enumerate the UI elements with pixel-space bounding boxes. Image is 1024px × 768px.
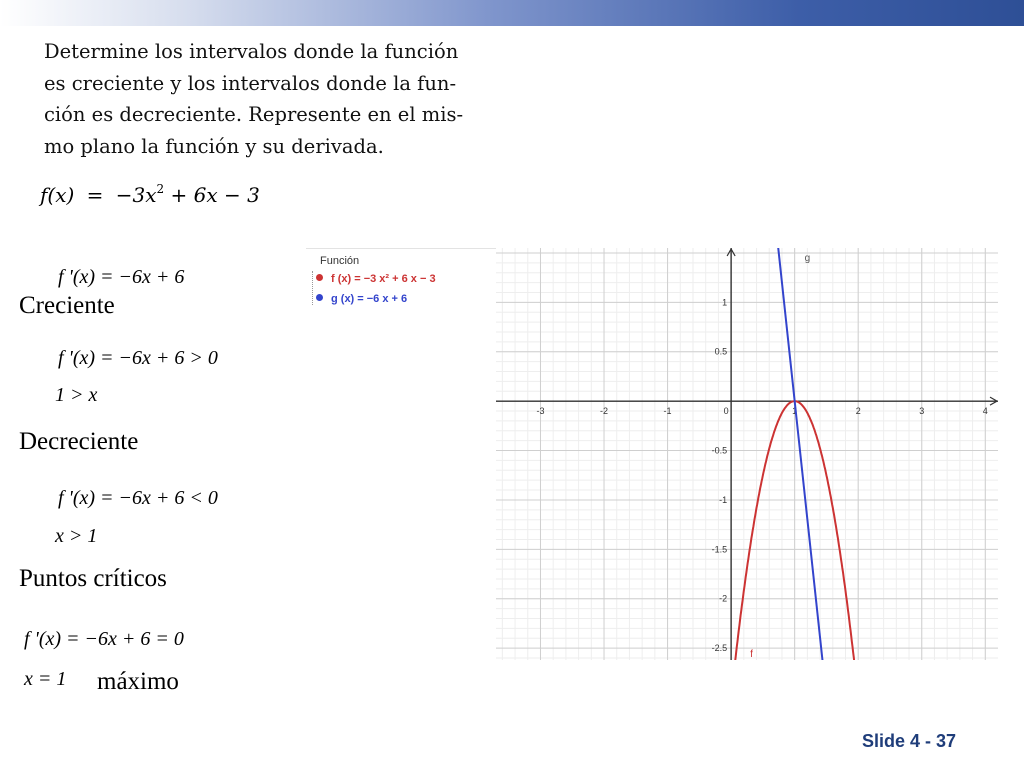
function-rest: + 6x − 3	[164, 183, 260, 207]
legend-item-f[interactable]	[316, 273, 436, 285]
legend-title: Función	[320, 255, 360, 267]
problem-line: mo plano la función y su derivada.	[44, 134, 384, 158]
problem-line: es creciente y los intervalos donde la fun-	[44, 71, 457, 95]
puntos-criticos-heading: Puntos críticos	[19, 565, 167, 592]
function-lhs: f(x)	[40, 183, 75, 207]
problem-statement	[44, 36, 514, 162]
function-term: −3x	[115, 183, 157, 207]
y-tick-label: -1.5	[711, 544, 728, 555]
curve-label-g: g	[804, 253, 811, 264]
problem-line: ción es decreciente. Represente en el mis-	[44, 103, 464, 126]
legend-tree-line	[312, 271, 313, 305]
decreciente-inequality: f '(x) = −6x + 6 < 0	[58, 487, 218, 509]
curve-label-f: f	[750, 649, 753, 660]
x-tick-label: 0	[723, 406, 729, 417]
x-tick-label: -3	[536, 406, 545, 417]
legend-label-f: f (x) = −3 x² + 6 x − 3	[331, 273, 436, 285]
function-definition	[40, 182, 260, 207]
creciente-result: 1 > x	[55, 384, 98, 406]
x-tick-label: 3	[919, 406, 925, 417]
critical-equation: f '(x) = −6x + 6 = 0	[24, 628, 184, 650]
x-tick-label: 4	[982, 406, 988, 417]
y-tick-label: -1	[719, 494, 728, 505]
legend-label-g: g (x) = −6 x + 6	[331, 293, 408, 305]
function-equals: =	[86, 183, 104, 207]
y-tick-label: -2.5	[711, 643, 728, 654]
maximum-label: máximo	[97, 668, 179, 695]
function-exponent: 2	[156, 182, 165, 196]
decreciente-heading: Decreciente	[19, 428, 139, 455]
problem-line: Determine los intervalos donde la función	[44, 40, 459, 63]
x-tick-label: 1	[792, 406, 798, 417]
creciente-heading: Creciente	[19, 292, 115, 319]
legend-item-g[interactable]	[316, 293, 407, 305]
visibility-dot-icon[interactable]	[316, 274, 323, 281]
y-tick-label: -2	[719, 593, 728, 604]
critical-result: x = 1	[24, 668, 67, 690]
decreciente-result: x > 1	[55, 525, 98, 547]
header-gradient-bar	[0, 0, 1024, 26]
x-tick-label: 2	[855, 406, 861, 417]
derivative-formula: f '(x) = −6x + 6	[58, 266, 185, 288]
x-tick-label: -1	[663, 406, 672, 417]
visibility-dot-icon[interactable]	[316, 294, 323, 301]
y-tick-label: 1	[722, 297, 728, 308]
plot-area[interactable]	[496, 248, 998, 660]
slide-number: Slide 4 - 37	[862, 731, 957, 751]
x-tick-label: -2	[600, 406, 609, 417]
graph-panel	[306, 248, 998, 660]
y-tick-label: -0.5	[711, 445, 728, 456]
creciente-inequality: f '(x) = −6x + 6 > 0	[58, 347, 218, 369]
series-line-g	[778, 248, 824, 660]
y-tick-label: 0.5	[714, 346, 728, 357]
algebra-legend	[306, 248, 496, 660]
